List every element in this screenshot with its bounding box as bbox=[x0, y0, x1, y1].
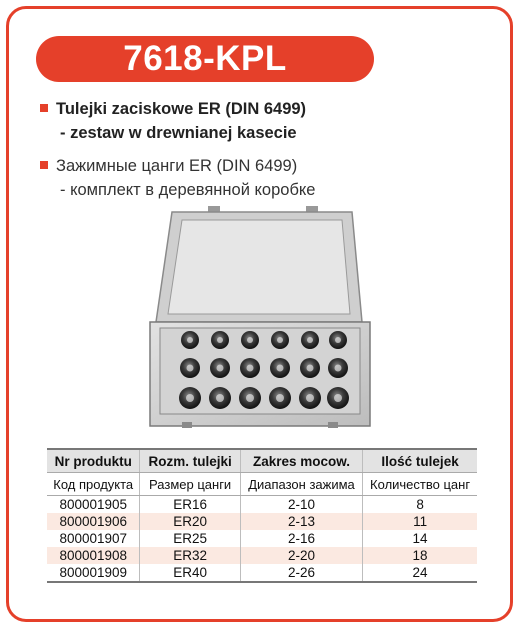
table-header-row bbox=[47, 449, 477, 473]
cell-collet-size: ER25 bbox=[140, 530, 240, 547]
cell-product-number: 800001905 bbox=[59, 497, 128, 512]
cell-collet-count: 18 bbox=[363, 547, 477, 564]
subheader-product-code: Код продукта bbox=[47, 473, 140, 496]
cell-clamping-range: 2-26 bbox=[240, 564, 362, 582]
cell-collet-count: 11 bbox=[363, 513, 477, 530]
cell-clamping-range: 2-20 bbox=[240, 547, 362, 564]
header-collet-count: Ilość tulejek bbox=[363, 449, 477, 473]
table-row bbox=[47, 513, 477, 530]
table-subheader-row bbox=[47, 473, 477, 496]
description-pl-text: Tulejki zaciskowe ER (DIN 6499) bbox=[56, 100, 307, 118]
cell-collet-count: 14 bbox=[363, 530, 477, 547]
cell-collet-count: 24 bbox=[363, 564, 477, 582]
red-square-bullet-icon bbox=[40, 161, 48, 169]
description-ru-subtext: - комплект в деревянной коробке bbox=[60, 181, 316, 199]
subheader-clamping-range: Диапазон зажима bbox=[240, 473, 362, 496]
description-ru-line1 bbox=[40, 155, 297, 177]
description-pl-line1 bbox=[40, 98, 306, 120]
cell-clamping-range: 2-16 bbox=[240, 530, 362, 547]
cell-product-number: 800001907 bbox=[59, 531, 128, 546]
description-ru-text: Зажимные цанги ER (DIN 6499) bbox=[56, 157, 298, 175]
specification-table bbox=[47, 448, 477, 583]
header-product-number: Nr produktu bbox=[47, 449, 140, 473]
cell-collet-size: ER16 bbox=[140, 496, 240, 514]
cell-clamping-range: 2-13 bbox=[240, 513, 362, 530]
cell-product-number: 800001909 bbox=[47, 564, 140, 582]
table-row bbox=[47, 496, 477, 514]
subheader-collet-size: Размер цанги bbox=[140, 473, 240, 496]
description-pl-line2 bbox=[40, 122, 297, 144]
header-clamping-range: Zakres mocow. bbox=[240, 449, 362, 473]
cell-product-number: 800001908 bbox=[47, 547, 140, 564]
table-row bbox=[47, 530, 477, 547]
header-collet-size: Rozm. tulejki bbox=[140, 449, 240, 473]
description-pl-subtext: - zestaw w drewnianej kasecie bbox=[60, 124, 297, 142]
product-code-badge bbox=[36, 36, 374, 82]
subheader-collet-count: Количество цанг bbox=[363, 473, 477, 496]
cell-product-number: 800001906 bbox=[47, 513, 140, 530]
cell-collet-size: ER32 bbox=[140, 547, 240, 564]
table-row bbox=[47, 564, 477, 582]
cell-collet-count: 8 bbox=[363, 496, 477, 514]
collet-set-case-image bbox=[140, 198, 380, 442]
product-code: 7618-KPL bbox=[123, 39, 287, 78]
cell-collet-size: ER20 bbox=[140, 513, 240, 530]
cell-clamping-range: 2-10 bbox=[240, 496, 362, 514]
table-row bbox=[47, 547, 477, 564]
red-square-bullet-icon bbox=[40, 104, 48, 112]
cell-collet-size: ER40 bbox=[140, 564, 240, 582]
